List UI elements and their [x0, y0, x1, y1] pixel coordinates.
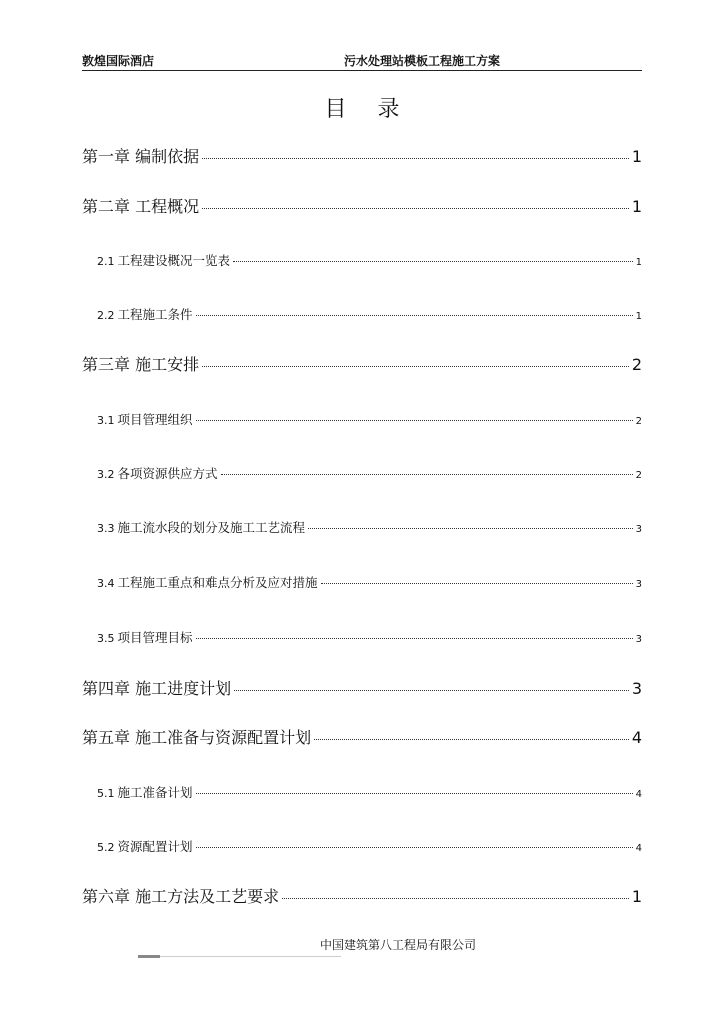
toc-page-number: 3 [635, 579, 642, 590]
toc-page-number: 3 [631, 679, 642, 698]
page-header [82, 52, 642, 71]
toc-dot-leader [308, 528, 633, 529]
toc-dot-leader [321, 583, 633, 584]
toc-section-number: 3.3 [97, 522, 115, 535]
toc-entry-label: 第二章 工程概况 [82, 197, 200, 216]
toc-dot-leader [196, 847, 633, 848]
toc-section-number: 5.1 [97, 787, 115, 800]
toc-dot-leader [196, 793, 633, 794]
footer-company-name: 中国建筑第八工程局有限公司 [320, 938, 477, 952]
toc-entry-section-3-2[interactable] [97, 464, 642, 482]
toc-page-number: 3 [635, 524, 642, 535]
footer-divider [138, 956, 341, 957]
toc-entry-label: 第四章 施工进度计划 [82, 679, 232, 698]
toc-dot-leader [234, 690, 629, 691]
toc-section-title: 工程施工条件 [117, 307, 193, 322]
toc-page-number: 1 [635, 311, 642, 322]
toc-entry-section-5-2[interactable] [97, 837, 642, 855]
toc-section-title: 施工准备计划 [117, 785, 193, 800]
toc-section-number: 2.1 [97, 255, 115, 268]
toc-section-number: 3.5 [97, 632, 115, 645]
toc-page-number: 2 [635, 470, 642, 481]
header-document-title: 污水处理站模板工程施工方案 [344, 54, 501, 68]
toc-section-title: 资源配置计划 [117, 839, 193, 854]
footer-mark [138, 955, 160, 958]
toc-entry-label [97, 464, 218, 482]
toc-section-title: 项目管理目标 [117, 630, 193, 645]
toc-entry-label [97, 783, 193, 801]
toc-section-number: 3.1 [97, 414, 115, 427]
toc-dot-leader [202, 208, 629, 209]
toc-page-number: 1 [631, 887, 642, 906]
toc-page-number: 4 [635, 843, 642, 854]
toc-page-number: 2 [635, 416, 642, 427]
toc-entry-chapter-5[interactable] [82, 725, 642, 748]
toc-dot-leader [196, 420, 633, 421]
toc-entry-label [97, 251, 230, 269]
toc-entry-chapter-3[interactable] [82, 352, 642, 375]
toc-section-title: 工程施工重点和难点分析及应对措施 [117, 575, 318, 590]
toc-section-title: 项目管理组织 [117, 412, 193, 427]
toc-page-number: 4 [631, 728, 642, 747]
toc-entry-chapter-6[interactable] [82, 884, 642, 907]
toc-title: 目 录 [324, 97, 412, 122]
toc-section-number: 2.2 [97, 309, 115, 322]
toc-entry-section-3-4[interactable] [97, 573, 642, 591]
toc-page-number: 3 [635, 634, 642, 645]
toc-entry-label: 第五章 施工准备与资源配置计划 [82, 728, 312, 747]
toc-dot-leader [233, 261, 633, 262]
toc-section-number: 3.2 [97, 468, 115, 481]
toc-page-number: 2 [631, 355, 642, 374]
toc-entry-label [97, 305, 193, 323]
toc-entry-label [97, 518, 305, 536]
header-project-name: 敦煌国际酒店 [82, 54, 155, 68]
toc-section-title: 工程建设概况一览表 [117, 253, 231, 268]
toc-entry-section-3-5[interactable] [97, 628, 642, 646]
toc-entry-section-5-1[interactable] [97, 783, 642, 801]
toc-entry-label [97, 837, 193, 855]
toc-page-number: 1 [635, 257, 642, 268]
toc-dot-leader [202, 366, 629, 367]
toc-page-number: 4 [635, 789, 642, 800]
toc-dot-leader [221, 474, 633, 475]
toc-section-number: 5.2 [97, 841, 115, 854]
toc-entry-label: 第一章 编制依据 [82, 147, 200, 166]
toc-dot-leader [196, 638, 633, 639]
toc-entry-label [97, 573, 318, 591]
toc-section-number: 3.4 [97, 577, 115, 590]
toc-entry-section-3-3[interactable] [97, 518, 642, 536]
toc-dot-leader [314, 739, 629, 740]
toc-dot-leader [196, 315, 633, 316]
toc-entry-chapter-2[interactable] [82, 194, 642, 217]
toc-entry-section-2-2[interactable] [97, 305, 642, 323]
toc-dot-leader [202, 158, 629, 159]
toc-dot-leader [282, 898, 629, 899]
toc-entry-label: 第六章 施工方法及工艺要求 [82, 887, 280, 906]
toc-entry-chapter-4[interactable] [82, 676, 642, 699]
toc-section-title: 各项资源供应方式 [117, 466, 218, 481]
toc-entry-section-3-1[interactable] [97, 410, 642, 428]
toc-entry-label [97, 410, 193, 428]
toc-entry-chapter-1[interactable] [82, 144, 642, 167]
toc-entry-label [97, 628, 193, 646]
toc-page-number: 1 [631, 197, 642, 216]
toc-section-title: 施工流水段的划分及施工工艺流程 [117, 520, 306, 535]
toc-entry-section-2-1[interactable] [97, 251, 642, 269]
toc-entry-label: 第三章 施工安排 [82, 355, 200, 374]
toc-page-number: 1 [631, 147, 642, 166]
